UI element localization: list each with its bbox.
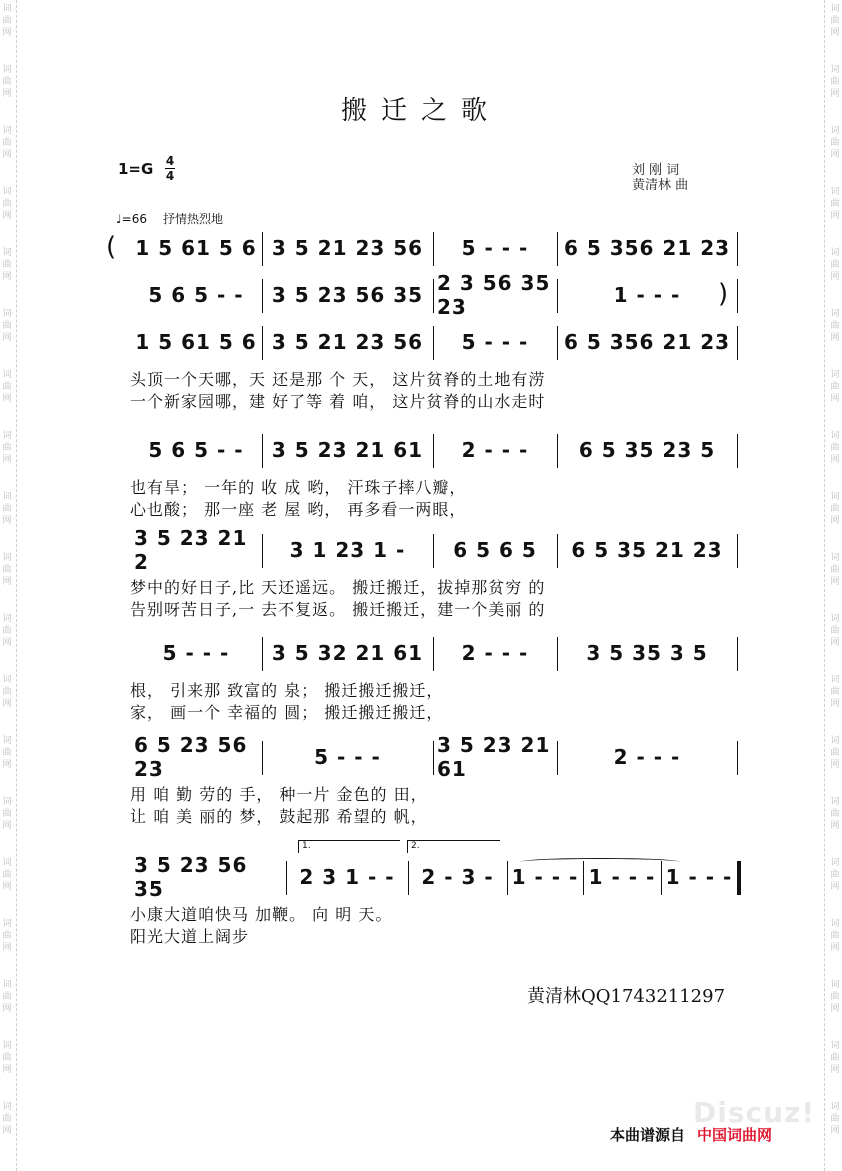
watermark-char: 网 xyxy=(830,1004,840,1014)
barline xyxy=(557,232,558,266)
tempo-marking xyxy=(116,210,223,227)
lyric-line xyxy=(0,678,842,700)
measure: 3 1 23 1 - xyxy=(289,538,406,562)
watermark-char: 网 xyxy=(2,638,12,648)
measure: 6 5 35 23 5 xyxy=(578,438,716,462)
measure: 2 3 56 35 23 xyxy=(437,271,551,319)
measure: 3 5 23 21 61 xyxy=(437,733,551,781)
watermark-char: 网 xyxy=(830,1065,840,1075)
barline xyxy=(737,232,738,266)
barline xyxy=(661,861,662,895)
watermark-char: 曲 xyxy=(830,931,840,941)
opening-parenthesis: ( xyxy=(106,232,117,262)
watermark-char: 曲 xyxy=(830,992,840,1002)
barline xyxy=(262,232,263,266)
song-title: 搬迁之歌 xyxy=(340,96,501,126)
watermark-char: 词 xyxy=(830,553,840,563)
watermark-char: 网 xyxy=(830,394,840,404)
watermark-char: 词 xyxy=(2,65,12,75)
watermark-char: 曲 xyxy=(2,748,12,758)
watermark-char: 词 xyxy=(830,65,840,75)
watermark-char: 曲 xyxy=(830,687,840,697)
watermark-char: 词 xyxy=(2,492,12,502)
watermark-char: 网 xyxy=(830,882,840,892)
watermark-char: 曲 xyxy=(2,138,12,148)
barline xyxy=(433,434,434,468)
watermark-char: 网 xyxy=(830,455,840,465)
watermark-char: 网 xyxy=(2,394,12,404)
lyric-text: 告别呀苦日子,一 去不复返。 搬迁搬迁，建一个美丽 的 xyxy=(130,600,546,619)
barline xyxy=(433,534,434,568)
lyric-text: 用 咱 勤 劳的 手， 种一片 金色的 田， xyxy=(130,785,428,804)
watermark-char: 曲 xyxy=(2,687,12,697)
watermark-char: 词 xyxy=(830,309,840,319)
lyric-text: 阳光大道上阔步 xyxy=(130,927,250,946)
watermark-char: 曲 xyxy=(830,443,840,453)
watermark-char: 曲 xyxy=(830,16,840,26)
watermark-char: 网 xyxy=(830,211,840,221)
watermark-char: 曲 xyxy=(2,809,12,819)
lyric-line xyxy=(0,700,842,722)
watermark-char: 网 xyxy=(2,1065,12,1075)
barline xyxy=(262,637,263,671)
lyric-text: 一个新家园哪，建 好了等 着 咱， 这片贫脊的山水走时 xyxy=(130,392,546,411)
barline xyxy=(557,326,558,360)
watermark-char: 词 xyxy=(2,919,12,929)
watermark-char: 词 xyxy=(2,1102,12,1112)
measure: 2 - - - xyxy=(461,641,529,665)
measure: 5 - - - xyxy=(461,236,529,260)
watermark-char: 网 xyxy=(2,760,12,770)
measure: 1 - - - xyxy=(665,865,733,889)
watermark-char: 网 xyxy=(2,455,12,465)
watermark-char: 词 xyxy=(2,1041,12,1051)
watermark-char: 网 xyxy=(2,272,12,282)
watermark-char: 曲 xyxy=(2,870,12,880)
measure: 6 5 356 21 23 xyxy=(563,330,731,354)
measure: 3 5 23 56 35 xyxy=(271,283,424,307)
watermark-char: 词 xyxy=(830,736,840,746)
measure: 5 6 5 - - xyxy=(148,438,244,462)
watermark-char: 网 xyxy=(2,882,12,892)
watermark-char: 曲 xyxy=(2,931,12,941)
lyric-text: 也有旱； 一年的 收 成 哟， 汗珠子摔八瓣， xyxy=(130,478,467,497)
watermark-char: 词 xyxy=(830,248,840,258)
barline xyxy=(737,326,738,360)
barline xyxy=(262,326,263,360)
expression-mark: 抒情热烈地 xyxy=(162,212,223,226)
watermark-char: 词 xyxy=(2,187,12,197)
watermark-char: 词 xyxy=(2,370,12,380)
lyric-line xyxy=(0,924,842,946)
lyric-line xyxy=(0,782,842,804)
watermark-char: 词 xyxy=(2,858,12,868)
barline xyxy=(557,637,558,671)
watermark-char: 曲 xyxy=(2,199,12,209)
watermark-char: 网 xyxy=(2,699,12,709)
barline xyxy=(433,741,434,775)
barline xyxy=(433,637,434,671)
measure: 3 5 35 3 5 xyxy=(586,641,708,665)
notation-line xyxy=(0,733,842,781)
measure: 5 6 5 - - xyxy=(148,283,244,307)
watermark-char: 曲 xyxy=(830,1053,840,1063)
lyric-line xyxy=(0,575,842,597)
closing-parenthesis: ) xyxy=(718,279,729,309)
watermark-char: 词 xyxy=(830,919,840,929)
tie-arc xyxy=(520,858,680,866)
measure: 1 - - - xyxy=(613,283,681,307)
watermark-char: 曲 xyxy=(2,260,12,270)
barline xyxy=(737,534,738,568)
watermark-char: 曲 xyxy=(830,77,840,87)
watermark-char: 网 xyxy=(2,943,12,953)
watermark-char: 网 xyxy=(830,333,840,343)
watermark-char: 词 xyxy=(830,4,840,14)
measure: 2 3 1 - - xyxy=(299,865,395,889)
watermark-char: 曲 xyxy=(830,199,840,209)
watermark-char: 词 xyxy=(830,858,840,868)
lyric-text: 家， 画一个 幸福的 圆； 搬迁搬迁搬迁， xyxy=(130,703,444,722)
watermark-char: 词 xyxy=(2,675,12,685)
watermark-char: 曲 xyxy=(830,748,840,758)
lyric-line xyxy=(0,597,842,619)
watermark-char: 曲 xyxy=(2,992,12,1002)
watermark-char: 网 xyxy=(2,821,12,831)
barline xyxy=(286,861,287,895)
measure: 3 5 32 21 61 xyxy=(271,641,424,665)
credits xyxy=(632,163,688,193)
watermark-char: 曲 xyxy=(830,626,840,636)
barline xyxy=(737,434,738,468)
watermark-char: 词 xyxy=(830,431,840,441)
watermark-char: 网 xyxy=(2,1126,12,1136)
watermark-char: 曲 xyxy=(830,321,840,331)
watermark-char: 网 xyxy=(2,28,12,38)
watermark-char: 曲 xyxy=(2,1053,12,1063)
watermark-char: 词 xyxy=(2,736,12,746)
measure: 2 - - - xyxy=(461,438,529,462)
watermark-char: 网 xyxy=(830,89,840,99)
watermark-char: 词 xyxy=(2,309,12,319)
watermark-char: 网 xyxy=(2,333,12,343)
measure: 3 5 21 23 56 xyxy=(271,236,424,260)
barline xyxy=(737,279,738,313)
volta-bracket: 2. xyxy=(407,840,500,853)
time-signature: 4 4 xyxy=(165,154,175,183)
lyric-line xyxy=(0,367,842,389)
watermark-char: 网 xyxy=(830,1126,840,1136)
watermark-char: 网 xyxy=(2,150,12,160)
volta-bracket: 1. xyxy=(298,840,400,853)
arranger-signature: 黄清林QQ1743211297 xyxy=(527,986,726,1007)
lyric-text: 心也酸； 那一座 老 屋 哟， 再多看一两眼， xyxy=(130,500,467,519)
watermark-char: 曲 xyxy=(830,565,840,575)
barline xyxy=(262,534,263,568)
watermark-char: 曲 xyxy=(2,1114,12,1124)
watermark-char: 曲 xyxy=(830,1114,840,1124)
barline xyxy=(262,434,263,468)
measure: 6 5 356 21 23 xyxy=(563,236,731,260)
lyric-line xyxy=(0,902,842,924)
measure: 5 - - - xyxy=(162,641,230,665)
measure: 3 5 21 23 56 xyxy=(271,330,424,354)
watermark-char: 网 xyxy=(830,638,840,648)
watermark-char: 词 xyxy=(830,614,840,624)
barline xyxy=(557,434,558,468)
lyric-text: 让 咱 美 丽的 梦， 鼓起那 希望的 帆， xyxy=(130,807,428,826)
lyric-text: 梦中的好日子,比 天还遥远。 搬迁搬迁，拔掉那贫穷 的 xyxy=(130,578,546,597)
watermark-char: 曲 xyxy=(830,138,840,148)
measure: 6 5 35 21 23 xyxy=(571,538,723,562)
watermark-char: 网 xyxy=(830,516,840,526)
watermark-char: 词 xyxy=(2,614,12,624)
watermark-char: 网 xyxy=(830,272,840,282)
watermark-char: 词 xyxy=(830,1041,840,1051)
barline xyxy=(433,279,434,313)
measure: 2 - - - xyxy=(613,745,681,769)
watermark-char: 曲 xyxy=(830,809,840,819)
barline xyxy=(583,861,584,895)
watermark-char: 词 xyxy=(2,797,12,807)
watermark-char: 曲 xyxy=(830,260,840,270)
lyric-line xyxy=(0,389,842,411)
barline xyxy=(262,279,263,313)
watermark-char: 词 xyxy=(830,492,840,502)
source-footer xyxy=(610,1124,772,1145)
lyric-line xyxy=(0,804,842,826)
watermark-char: 网 xyxy=(2,211,12,221)
watermark-char: 词 xyxy=(2,4,12,14)
measure: 1 - - - xyxy=(588,865,656,889)
composer-credit: 黄清林 曲 xyxy=(632,178,689,193)
watermark-char: 网 xyxy=(830,577,840,587)
notation-line xyxy=(0,526,842,574)
watermark-char: 曲 xyxy=(2,16,12,26)
key-signature: 1=G xyxy=(118,160,154,178)
watermark-char: 网 xyxy=(2,516,12,526)
tempo-mark: ♩=66 xyxy=(116,212,147,226)
notation-line xyxy=(0,322,842,362)
notation-line xyxy=(0,430,842,470)
barline xyxy=(408,861,409,895)
watermark-char: 词 xyxy=(830,980,840,990)
measure: 1 5 61 5 6 xyxy=(135,330,257,354)
measure: 5 - - - xyxy=(314,745,381,769)
barline xyxy=(262,741,263,775)
lyricist-credit: 刘 刚 词 xyxy=(632,163,680,178)
watermark-char: 网 xyxy=(2,89,12,99)
barline xyxy=(737,637,738,671)
measure: 3 5 23 21 61 xyxy=(271,438,424,462)
lyric-text: 根， 引来那 致富的 泉； 搬迁搬迁搬迁， xyxy=(130,681,444,700)
lyric-line xyxy=(0,475,842,497)
measure: 2 - 3 - xyxy=(421,865,494,889)
watermark-char: 词 xyxy=(2,126,12,136)
watermark-char: 网 xyxy=(830,699,840,709)
barline xyxy=(557,741,558,775)
notation-line xyxy=(0,228,842,268)
barline xyxy=(507,861,508,895)
watermark-char: 网 xyxy=(2,577,12,587)
measure: 3 5 23 21 2 xyxy=(134,526,248,574)
barline xyxy=(557,279,558,313)
notation-line xyxy=(0,633,842,673)
watermark-char: 网 xyxy=(830,821,840,831)
measure: 6 5 23 56 23 xyxy=(134,733,248,781)
measure: 3 5 23 56 35 xyxy=(134,853,248,901)
watermark-char: 曲 xyxy=(830,382,840,392)
watermark-char: 网 xyxy=(830,943,840,953)
source-label: 本曲谱源自 xyxy=(610,1126,686,1144)
watermark-char: 词 xyxy=(2,248,12,258)
watermark-char: 曲 xyxy=(2,565,12,575)
watermark-char: 网 xyxy=(830,150,840,160)
watermark-char: 词 xyxy=(830,1102,840,1112)
watermark-char: 词 xyxy=(830,370,840,380)
lyric-text: 头顶一个天哪，天 还是那 个 天， 这片贫脊的土地有涝 xyxy=(130,370,546,389)
watermark-char: 曲 xyxy=(2,443,12,453)
watermark-char: 曲 xyxy=(830,870,840,880)
barline xyxy=(433,326,434,360)
watermark-char: 曲 xyxy=(2,321,12,331)
measure: 1 - - - xyxy=(511,865,579,889)
source-site-link[interactable]: 中国词曲网 xyxy=(697,1126,773,1144)
watermark-char: 曲 xyxy=(830,504,840,514)
notation-line xyxy=(0,853,842,901)
barline xyxy=(737,861,741,895)
watermark-char: 网 xyxy=(830,28,840,38)
watermark-char: 词 xyxy=(830,187,840,197)
lyric-line xyxy=(0,497,842,519)
measure: 5 - - - xyxy=(461,330,529,354)
watermark-char: 曲 xyxy=(2,626,12,636)
watermark-char: 曲 xyxy=(2,382,12,392)
watermark-char: 曲 xyxy=(2,77,12,87)
watermark-char: 词 xyxy=(830,675,840,685)
faint-watermark: Discuz! xyxy=(693,1096,816,1129)
notation-line xyxy=(0,271,842,319)
measure: 6 5 6 5 xyxy=(453,538,537,562)
watermark-char: 词 xyxy=(2,431,12,441)
watermark-char: 词 xyxy=(2,980,12,990)
watermark-char: 词 xyxy=(830,797,840,807)
watermark-char: 词 xyxy=(830,126,840,136)
measure: 1 5 61 5 6 xyxy=(135,236,257,260)
watermark-char: 曲 xyxy=(2,504,12,514)
barline xyxy=(737,741,738,775)
watermark-char: 词 xyxy=(2,553,12,563)
watermark-char: 网 xyxy=(830,760,840,770)
barline xyxy=(433,232,434,266)
lyric-text: 小康大道咱快马 加鞭。 向 明 天。 xyxy=(130,905,393,924)
watermark-char: 网 xyxy=(2,1004,12,1014)
barline xyxy=(557,534,558,568)
